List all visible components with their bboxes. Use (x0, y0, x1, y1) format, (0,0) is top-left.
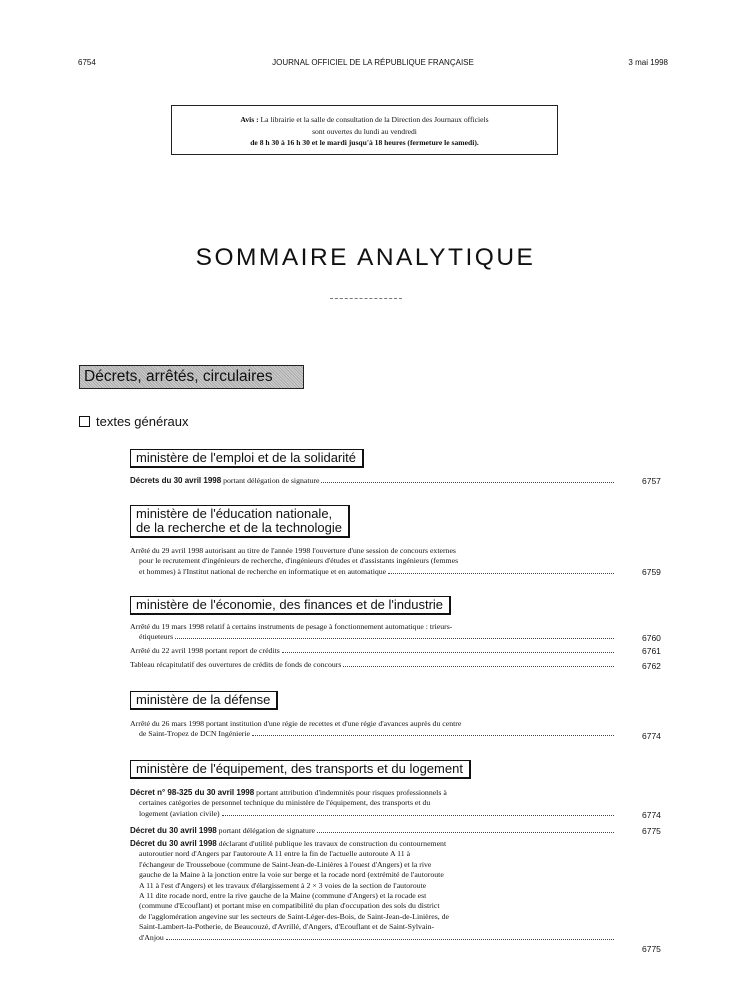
toc-page-number[interactable]: 6774 (642, 810, 661, 820)
toc-page-number[interactable]: 6775 (642, 826, 661, 836)
toc-page-number[interactable]: 6760 (642, 633, 661, 643)
section-heading: Décrets, arrêtés, circulaires (79, 365, 304, 389)
notice-line-3: de 8 h 30 à 16 h 30 et le mardi jusqu'à 18 heures (fermeture le samedi). (250, 138, 479, 147)
toc-entry[interactable]: Décrets du 30 avril 1998 portant délégation de signature (130, 476, 616, 486)
toc-entry[interactable]: Décret du 30 avril 1998 portant délégation de signature (130, 826, 616, 836)
journal-title: JOURNAL OFFICIEL DE LA RÉPUBLIQUE FRANÇAISE (272, 58, 474, 67)
subsection-heading: textes généraux (79, 414, 189, 429)
toc-page-number[interactable]: 6757 (642, 476, 661, 486)
toc-entry[interactable]: Arrêté du 29 avril 1998 autorisant au titre de l'année 1998 l'ouverture d'une session de concours externes pour le recrutement d'ingénieurs de recherche, d'ingénieurs d'études et d'assistants ingénieurs (femmes et hommes) à l'Institut national de recherche en informatique et en automatique (130, 546, 616, 577)
notice-line-2: sont ouvertes du lundi au vendredi (312, 126, 417, 136)
ministry-emploi-heading: ministère de l'emploi et de la solidarité (130, 449, 364, 468)
toc-page-number[interactable]: 6762 (642, 661, 661, 671)
toc-page-number[interactable]: 6761 (642, 646, 661, 656)
ministry-education-heading: ministère de l'éducation nationale, de la recherche et de la technologie (130, 505, 350, 538)
ministry-defense-heading: ministère de la défense (130, 691, 278, 710)
toc-page-number[interactable]: 6775 (642, 944, 661, 954)
running-header (78, 58, 668, 70)
toc-entry[interactable]: Arrêté du 26 mars 1998 portant institution d'une régie de recettes et d'une régie d'avances auprès du centre de Saint-Tropez de DCN Ingénierie (130, 719, 616, 740)
ministry-economie-heading: ministère de l'économie, des finances et de l'industrie (130, 596, 451, 615)
toc-entry[interactable]: Décret n° 98-325 du 30 avril 1998 portant attribution d'indemnités pour risques professionnels à certaines catégories de personnel technique du ministère de l'équipement, des transports et du logement (aviation civile) (130, 788, 616, 819)
ministry-equipement-heading: ministère de l'équipement, des transports et du logement (130, 760, 471, 779)
toc-entry[interactable]: Arrêté du 22 avril 1998 portant report de crédits (130, 646, 616, 656)
toc-page-number[interactable]: 6759 (642, 567, 661, 577)
checkbox-icon (79, 416, 90, 427)
page-title: SOMMAIRE ANALYTIQUE (195, 244, 536, 271)
toc-entry[interactable]: Arrêté du 19 mars 1998 relatif à certains instruments de pesage à fonctionnement automatique : trieurs- étiqueteurs (130, 622, 616, 643)
title-divider (330, 298, 402, 299)
toc-entry[interactable]: Tableau récapitulatif des ouvertures de crédits de fonds de concours (130, 660, 616, 670)
issue-date: 3 mai 1998 (628, 58, 668, 67)
toc-entry[interactable]: Décret du 30 avril 1998 déclarant d'utilité publique les travaux de construction du contournement autoroutier nord d'Angers par l'autoroute A 11 entre la fin de l'actuelle autoroute A 11 à l'échangeur de Trousseboue (commune de Saint-Jean-de-Linières à l'ouest d'Angers) et la rive gauche de la Maine à la jonction entre la voie sur berge et la rocade nord (extrémité de l'autoroute A 11 à l'est d'Angers) et les travaux d'élargissement à 2 × 3 voies de la section de l'autoroute A 11 dite rocade nord, entre la rive gauche de la Maine (commune d'Angers) et la rocade est (commune d'Ecouflant) et portant mise en compatibilité du plan d'occupation des sols du district de l'agglomération angevine sur les secteurs de Saint-Léger-des-Bois, de Saint-Jean-de-Linières, de Saint-Lambert-la-Potherie, de Beaucouzé, d'Avrillé, d'Angers, d'Ecouflant et de Saint-Sylvain- d'Anjou (130, 839, 616, 943)
notice-line-1: Avis : La librairie et la salle de consultation de la Direction des Journaux officiels (240, 115, 489, 124)
page-number: 6754 (78, 58, 96, 67)
toc-page-number[interactable]: 6774 (642, 731, 661, 741)
opening-hours-notice (171, 105, 558, 155)
